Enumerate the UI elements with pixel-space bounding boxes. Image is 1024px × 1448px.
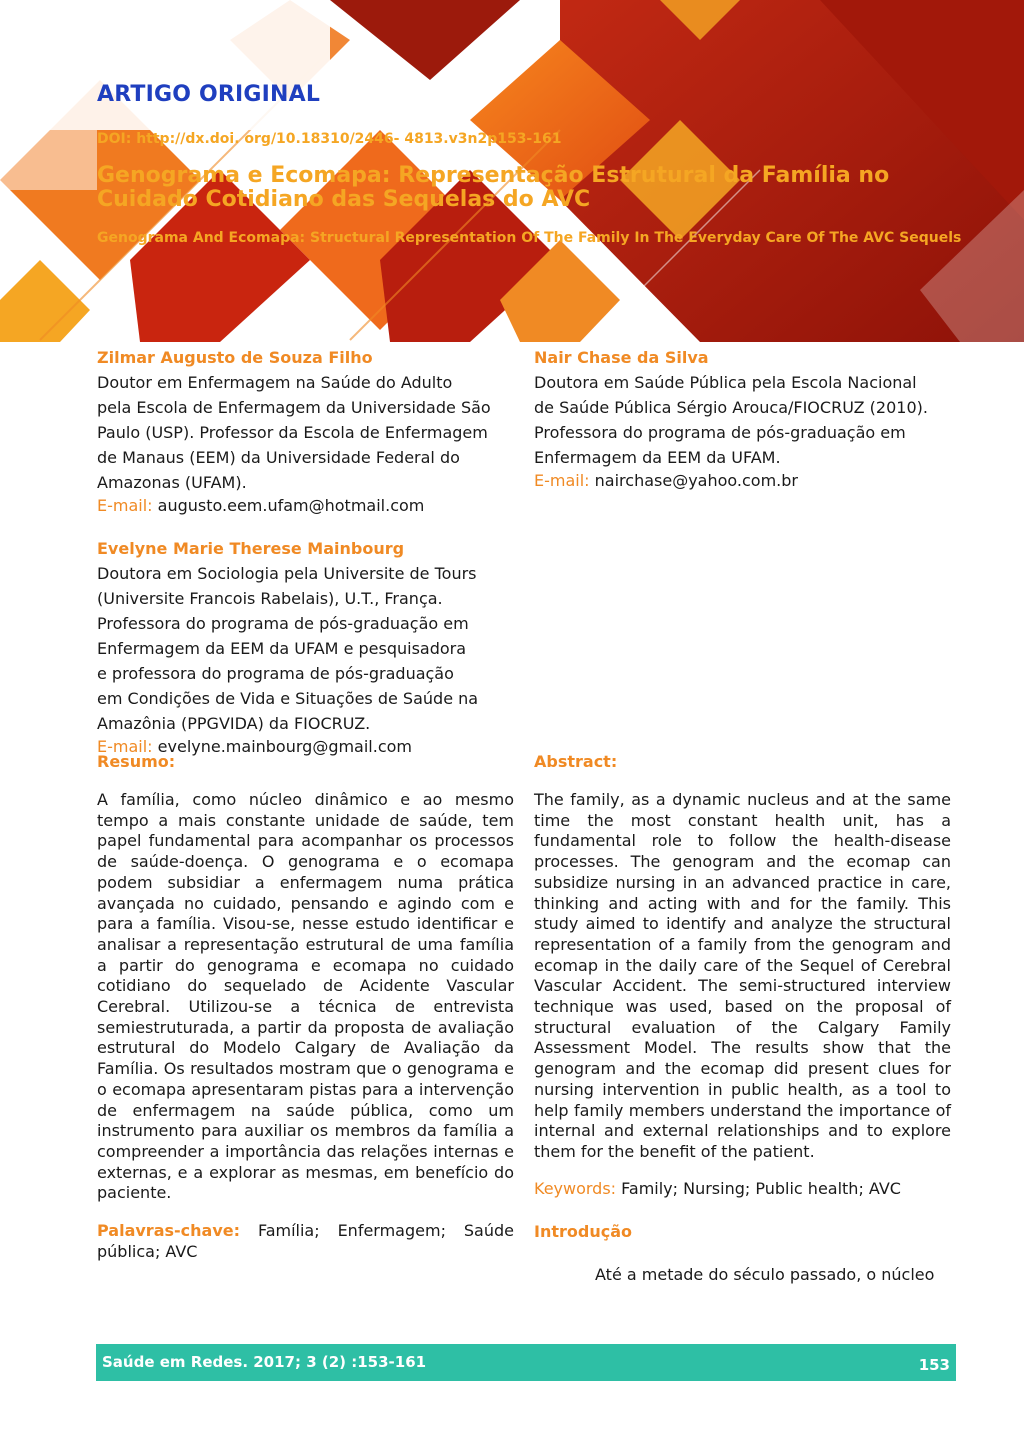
author-email[interactable]: nairchase@yahoo.com.br (594, 471, 798, 490)
keywords-value: Família; Enfermagem; Saúde pública; AVC (97, 1221, 514, 1261)
author-affiliation-line: e professora do programa de pós-graduação (97, 664, 454, 683)
abstract-heading: Abstract: (534, 752, 618, 771)
footer-citation: Saúde em Redes. 2017; 3 (2) :153-161 (102, 1353, 427, 1371)
author-affiliation-line: Amazônia (PPGVIDA) da FIOCRUZ. (97, 714, 371, 733)
author-affiliation-line: em Condições de Vida e Situações de Saúde na (97, 689, 479, 708)
footer-bar (96, 1344, 956, 1381)
author-affiliation-line: Doutora em Sociologia pela Universite de Tours (97, 564, 477, 583)
author-email-row (97, 495, 517, 517)
author-name: Nair Chase da Silva (534, 348, 709, 367)
section-label: ARTIGO ORIGINAL (97, 82, 321, 107)
resumo-keywords (97, 1220, 514, 1262)
author-affiliation-line: Enfermagem da EEM da UFAM e pesquisadora (97, 639, 467, 658)
resumo-text: A família, como núcleo dinâmico e ao mesmo tempo a mais constante unidade de saúde, tem papel fundamental para acompanhar os processos de saúde-doença. O genograma e o ecomapa podem subsidiar a enfermagem numa prática avançada no cuidado, pensando e agindo com e para a família. Visou-se, nesse estudo identificar e analisar a representação estrutural de uma família a partir do genograma e ecomapa no cuidado cotidiano do sequelado de Acidente Vascular Cerebral. Utilizou-se a técnica de entrevista semiestruturada, a partir da proposta de avaliação estrutural do Modelo Calgary de Avaliação da Família. Os resultados mostram que o genograma e o ecomapa apresentaram pistas para a intervenção de enfermagem na saúde pública, como um instrumento para auxiliar os membros da família a compreender a importância das relações internas e externas, e a explorar as mesmas, em benefício do paciente. (97, 790, 514, 1203)
author-name: Zilmar Augusto de Souza Filho (97, 348, 373, 367)
keywords-value: Family; Nursing; Public health; AVC (621, 1179, 901, 1198)
title-english: Genograma And Ecomapa: Structural Representation Of The Family In The Everyday Care Of The AVC Sequels (97, 230, 962, 246)
author-email[interactable]: augusto.eem.ufam@hotmail.com (157, 496, 425, 515)
resumo-heading: Resumo: (97, 752, 176, 771)
email-label: E-mail: (534, 471, 590, 490)
author-affiliation-line: pela Escola de Enfermagem da Universidade São (97, 398, 491, 417)
author-affiliation-line: (Universite Francois Rabelais), U.T., França. (97, 589, 443, 608)
title-portuguese: Genograma e Ecomapa: Representação Estrutural da Família no Cuidado Cotidiano das Sequelas do AVC (97, 163, 890, 212)
abstract-text: The family, as a dynamic nucleus and at the same time the most constant health unit, has a fundamental role to follow the health-disease processes. The genogram and the ecomap can subsidize nursing in an advanced practice in care, thinking and acting with and for the family. This study aimed to identify and analyze the structural representation of a family from the genogram and ecomap in the daily care of the Sequel of Cerebral Vascular Accident. The semi-structured interview technique was used, based on the proposal of structural evaluation of the Calgary Family Assessment Model. The results show that the genogram and the ecomap did present clues for nursing intervention in public health, as a tool to help family members understand the importance of internal and external relationships and to explore them for the benefit of the patient. (534, 790, 951, 1161)
author-block (534, 345, 954, 492)
author-affiliation-line: Amazonas (UFAM). (97, 473, 247, 492)
email-label: E-mail: (97, 496, 153, 515)
author-affiliation-line: Enfermagem da EEM da UFAM. (534, 448, 781, 467)
author-affiliation-line: Doutor em Enfermagem na Saúde do Adulto (97, 373, 453, 392)
page-number: 153 (918, 1356, 950, 1374)
keywords-label: Keywords: (534, 1179, 617, 1198)
abstract-keywords (534, 1178, 951, 1199)
doi-link[interactable]: DOI: http://dx.doi. org/10.18310/2446- 4813.v3n2p153-161 (97, 131, 562, 147)
author-affiliation-line: Doutora em Saúde Pública pela Escola Nacional (534, 373, 917, 392)
author-affiliation-line: de Manaus (EEM) da Universidade Federal do (97, 448, 460, 467)
author-block (97, 536, 517, 758)
author-email-row (534, 470, 954, 492)
intro-heading: Introdução (534, 1222, 632, 1241)
author-email[interactable]: evelyne.mainbourg@gmail.com (157, 737, 413, 756)
author-affiliation-line: Professora do programa de pós-graduação em (97, 614, 469, 633)
author-affiliation-line: de Saúde Pública Sérgio Arouca/FIOCRUZ (2010). (534, 398, 928, 417)
author-name: Evelyne Marie Therese Mainbourg (97, 539, 405, 558)
author-affiliation-line: Professora do programa de pós-graduação em (534, 423, 906, 442)
keywords-label: Palavras-chave: (97, 1221, 241, 1240)
intro-first-line: Até a metade do século passado, o núcleo (595, 1265, 935, 1284)
author-block (97, 345, 517, 517)
author-affiliation-line: Paulo (USP). Professor da Escola de Enfermagem (97, 423, 488, 442)
email-label: E-mail: (97, 737, 153, 756)
